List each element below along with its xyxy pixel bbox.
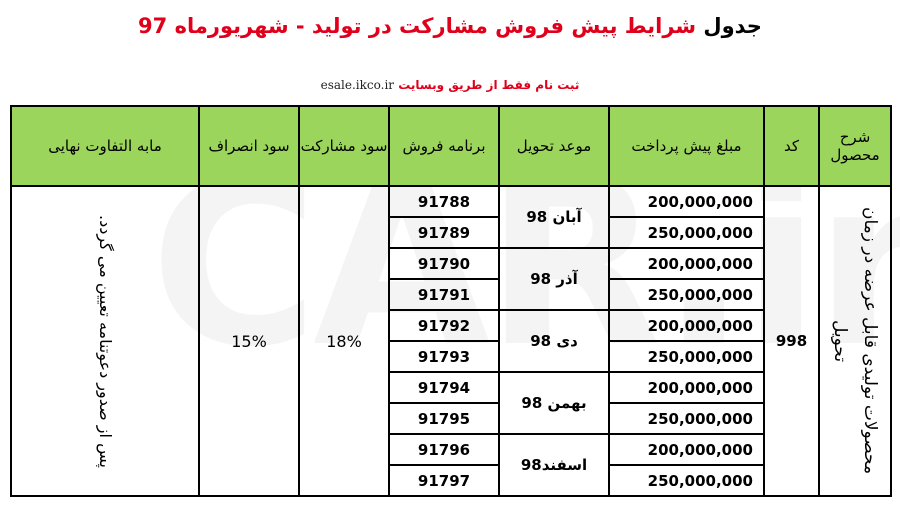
price-cell: 200,000,000 — [609, 434, 764, 465]
header-final-difference: مابه التفاوت نهایی — [11, 106, 199, 186]
code-cell: 998 — [764, 186, 819, 496]
table-row — [11, 186, 891, 217]
program-cell: 91795 — [389, 403, 499, 434]
title-word-1: جدول — [703, 14, 762, 38]
price-cell: 200,000,000 — [609, 310, 764, 341]
participation-profit-cell: 18% — [299, 186, 389, 496]
cancellation-profit-cell: 15% — [199, 186, 299, 496]
delivery-cell: آذر 98 — [499, 248, 609, 310]
registration-note — [0, 76, 900, 94]
price-cell: 250,000,000 — [609, 465, 764, 496]
price-cell: 200,000,000 — [609, 186, 764, 217]
final-difference-cell — [11, 186, 199, 496]
program-cell: 91797 — [389, 465, 499, 496]
program-cell: 91794 — [389, 372, 499, 403]
delivery-cell: آبان 98 — [499, 186, 609, 248]
price-cell: 250,000,000 — [609, 341, 764, 372]
registration-note-text: ثبت نام فقط از طریق وبسایت — [398, 78, 580, 92]
program-cell: 91793 — [389, 341, 499, 372]
header-delivery-date: موعد تحویل — [499, 106, 609, 186]
delivery-cell: بهمن 98 — [499, 372, 609, 434]
program-cell: 91792 — [389, 310, 499, 341]
product-desc-text: محصولات تولیدی قابل عرضه در زمان تحویل — [830, 207, 880, 475]
header-code: کد — [764, 106, 819, 186]
price-cell: 200,000,000 — [609, 372, 764, 403]
header-sales-program: برنامه فروش — [389, 106, 499, 186]
header-product-desc: شرح محصول — [819, 106, 891, 186]
program-cell: 91790 — [389, 248, 499, 279]
program-cell: 91796 — [389, 434, 499, 465]
header-participation-profit: سود مشارکت — [299, 106, 389, 186]
program-cell: 91791 — [389, 279, 499, 310]
header-prepayment: مبلغ پیش پرداخت — [609, 106, 764, 186]
presale-table — [10, 105, 892, 497]
delivery-cell: اسفند98 — [499, 434, 609, 496]
table-header-row — [11, 106, 891, 186]
price-cell: 250,000,000 — [609, 217, 764, 248]
program-cell: 91788 — [389, 186, 499, 217]
title-word-2: شرایط — [624, 14, 697, 38]
header-cancellation-profit: سود انصراف — [199, 106, 299, 186]
title-main: پیش فروش مشارکت در تولید - شهریورماه 97 — [138, 14, 618, 38]
product-desc-cell — [819, 186, 891, 496]
program-cell: 91789 — [389, 217, 499, 248]
page-title — [0, 10, 900, 42]
price-cell: 200,000,000 — [609, 248, 764, 279]
price-cell: 250,000,000 — [609, 403, 764, 434]
delivery-cell: دی 98 — [499, 310, 609, 372]
final-difference-text: پس از صدور دعوتنامه تعیین می گردد. — [96, 214, 115, 468]
price-cell: 250,000,000 — [609, 279, 764, 310]
website-link[interactable]: esale.ikco.ir — [320, 78, 395, 92]
